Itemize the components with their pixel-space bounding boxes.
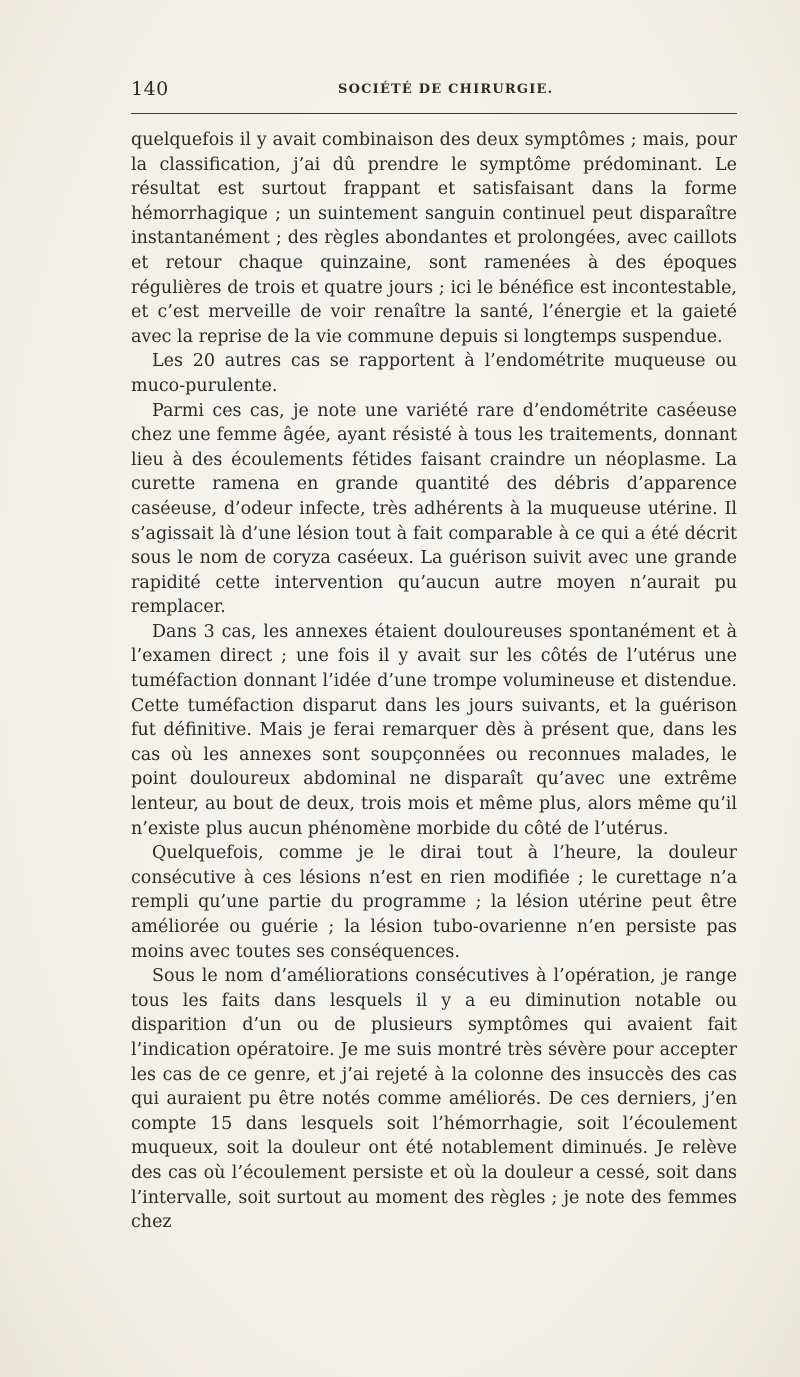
page-number: 140 bbox=[131, 78, 169, 100]
header-rule bbox=[131, 113, 737, 114]
page-header bbox=[131, 78, 737, 104]
paragraph-endometrite-caseeuse: Parmi ces cas, je note une variété rare d’endométrite caséeuse chez une femme âgée, ayant résisté à tous les traitements, donnant lieu à des écoulements fétides faisant craindre un néoplasme. La curette ramena en grande quantité des débris d’apparence caséeuse, d’odeur infecte, très adhérents à la muqueuse utérine. Il s’agissait là d’une lésion tout à fait comparable à ce qui a été décrit sous le nom de coryza caséeux. La guérison suivit avec une grande rapidité cette intervention qu’aucun autre moyen n’aurait pu remplacer. bbox=[131, 400, 737, 618]
page-body bbox=[131, 128, 737, 1235]
running-title: SOCIÉTÉ DE CHIRURGIE. bbox=[338, 82, 554, 97]
paragraph-ameliorations: Sous le nom d’améliorations consécutives à l’opération, je range tous les faits dans lesquels il y a eu diminution notable ou disparition d’un ou de plusieurs symptômes qui avaient fait l’indication opératoire. Je me suis montré très sévère pour accepter les cas de ce genre, et j’ai rejeté à la colonne des insuccès des cas qui auraient pu être notés comme améliorés. De ces derniers, j’en compte 15 dans lesquels soit l’hémorrhagie, soit l’écoulement muqueux, soit la douleur ont été notablement diminués. Je relève des cas où l’écoulement persiste et où la douleur a cessé, soit dans l’intervalle, soit surtout au moment des règles ; je note des femmes chez bbox=[131, 966, 737, 1233]
paragraph-continuation: quelquefois il y avait combinaison des deux symptômes ; mais, pour la classification, j’ai dû prendre le symptôme prédominant. Le résultat est surtout frappant et satisfaisant dans la forme hémorrhagique ; un suintement sanguin continuel peut disparaître instantanément ; des règles abondantes et prolongées, avec caillots et retour chaque quinzaine, sont ramenées à des époques régulières de trois et quatre jours ; ici le bénéfice est incontestable, et c’est merveille de voir renaître la santé, l’énergie et la gaieté avec la reprise de la vie commune depuis si longtemps suspendue. bbox=[131, 130, 737, 347]
paragraph-annexes: Dans 3 cas, les annexes étaient douloureuses spontanément et à l’examen direct ; une fois il y avait sur les côtés de l’utérus une tuméfaction donnant l’idée d’une trompe volumineuse et distendue. Cette tuméfaction disparut dans les jours suivants, et la guérison fut définitive. Mais je ferai remarquer dès à présent que, dans les cas où les annexes sont soupçonnées ou reconnues malades, le point douloureux abdominal ne disparaît qu’avec une extrême lenteur, au bout de deux, trois mois et même plus, alors même qu’il n’existe plus aucun phénomène morbide du côté de l’utérus. bbox=[131, 621, 737, 839]
paragraph-endometrite-muqueuse: Les 20 autres cas se rapportent à l’endométrite muqueuse ou muco-purulente. bbox=[131, 351, 737, 396]
paragraph-douleur: Quelquefois, comme je le dirai tout à l’heure, la douleur consécutive à ces lésions n’est en rien modifiée ; le curettage n’a rempli qu’une partie du programme ; la lésion utérine peut être améliorée ou guérie ; la lésion tubo-ovarienne n’en persiste pas moins avec toutes ses conséquences. bbox=[131, 843, 737, 962]
